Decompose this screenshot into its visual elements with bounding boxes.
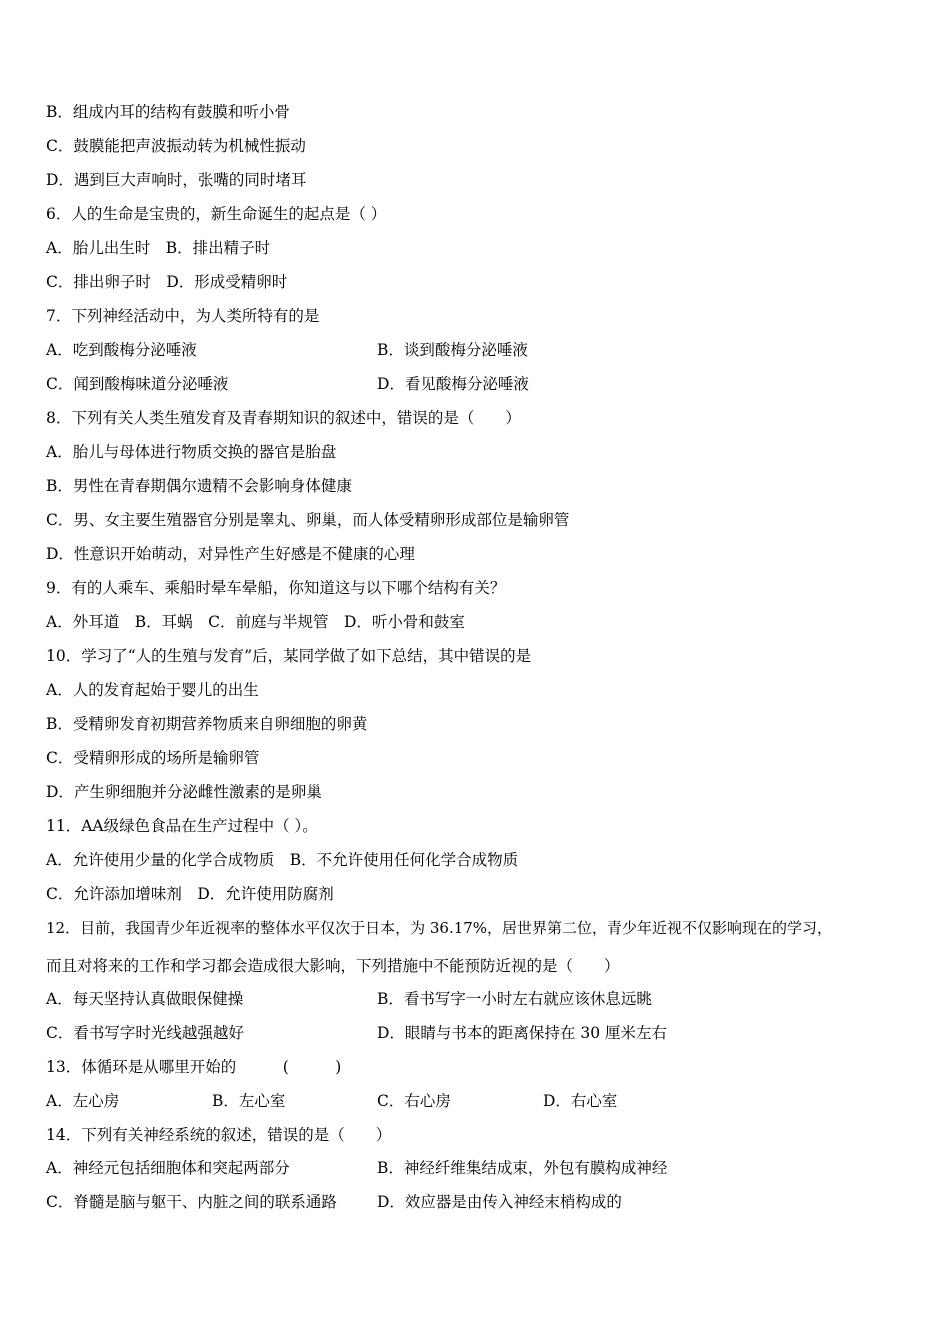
q8-option-c: C．男、女主要生殖器官分别是睾丸、卵巢，而人体受精卵形成部位是输卵管: [46, 511, 570, 529]
q9-stem: 9．有的人乘车、乘船时晕车晕船，你知道这与以下哪个结构有关？: [46, 579, 506, 597]
q7-option-b: B．谈到酸梅分泌唾液: [377, 341, 528, 359]
q10-option-b: B．受精卵发育初期营养物质来自卵细胞的卵黄: [46, 715, 368, 733]
q5-option-c: C．鼓膜能把声波振动转为机械性振动: [46, 137, 306, 155]
q12-stem-line1: 12．目前，我国青少年近视率的整体水平仅次于日本，为 36.17%，居世界第二位，青少年近视不仅影响现在的学习，: [46, 919, 833, 937]
q12-option-a: A．每天坚持认真做眼保健操: [46, 990, 244, 1008]
q13-option-a: A．左心房: [46, 1092, 120, 1110]
q14-option-a: A．神经元包括细胞体和突起两部分: [46, 1159, 290, 1177]
q13-option-d: D．右心室: [543, 1092, 618, 1110]
q5-option-b: B．组成内耳的结构有鼓膜和听小骨: [46, 103, 290, 121]
q8-option-b: B．男性在青春期偶尔遗精不会影响身体健康: [46, 477, 352, 495]
q14-option-c: C．脊髓是脑与躯干、内脏之间的联系通路: [46, 1193, 337, 1211]
q10-option-a: A．人的发育起始于婴儿的出生: [46, 681, 259, 699]
q7-option-d: D．看见酸梅分泌唾液: [377, 375, 529, 393]
q13-stem: 13．体循环是从哪里开始的 ( ): [46, 1058, 342, 1076]
q5-option-d: D．遇到巨大声响时，张嘴的同时堵耳: [46, 171, 307, 189]
q12-option-c: C．看书写字时光线越强越好: [46, 1024, 244, 1042]
q6-options-row2: C．排出卵子时 D．形成受精卵时: [46, 273, 288, 291]
q7-option-c: C．闻到酸梅味道分泌唾液: [46, 375, 229, 393]
q11-options-row2: C．允许添加增味剂 D．允许使用防腐剂: [46, 885, 334, 903]
q6-options-row1: A．胎儿出生时 B．排出精子时: [46, 239, 271, 257]
q13-option-b: B．左心室: [212, 1092, 286, 1110]
q12-option-b: B．看书写字一小时左右就应该休息远眺: [377, 990, 652, 1008]
q6-stem: 6．人的生命是宝贵的，新生命诞生的起点是（ ）: [46, 205, 387, 223]
q12-stem-line2: 而且对将来的工作和学习都会造成很大影响，下列措施中不能预防近视的是（ ）: [46, 957, 620, 975]
q8-option-d: D．性意识开始萌动，对异性产生好感是不健康的心理: [46, 545, 415, 563]
q14-stem: 14．下列有关神经系统的叙述，错误的是（ ）: [46, 1126, 392, 1144]
q9-options-row1: A．外耳道 B．耳蜗 C．前庭与半规管 D．听小骨和鼓室: [46, 613, 465, 631]
q8-option-a: A．胎儿与母体进行物质交换的器官是胎盘: [46, 443, 337, 461]
q13-option-c: C．右心房: [377, 1092, 451, 1110]
q10-stem: 10．学习了“人的生殖与发育”后，某同学做了如下总结，其中错误的是: [46, 647, 532, 665]
q10-option-c: C．受精卵形成的场所是输卵管: [46, 749, 260, 767]
q14-option-b: B．神经纤维集结成束，外包有膜构成神经: [377, 1159, 668, 1177]
q11-stem: 11．AA级绿色食品在生产过程中（ ）。: [46, 817, 318, 835]
q12-option-d: D．眼睛与书本的距离保持在 30 厘米左右: [377, 1024, 668, 1042]
q11-options-row1: A．允许使用少量的化学合成物质 B．不允许使用任何化学合成物质: [46, 851, 519, 869]
q7-option-a: A．吃到酸梅分泌唾液: [46, 341, 197, 359]
q14-option-d: D．效应器是由传入神经末梢构成的: [377, 1193, 622, 1211]
q10-option-d: D．产生卵细胞并分泌雌性激素的是卵巢: [46, 783, 322, 801]
q8-stem: 8．下列有关人类生殖发育及青春期知识的叙述中，错误的是（ ）: [46, 409, 521, 427]
q7-stem: 7．下列神经活动中，为人类所特有的是: [46, 307, 320, 325]
